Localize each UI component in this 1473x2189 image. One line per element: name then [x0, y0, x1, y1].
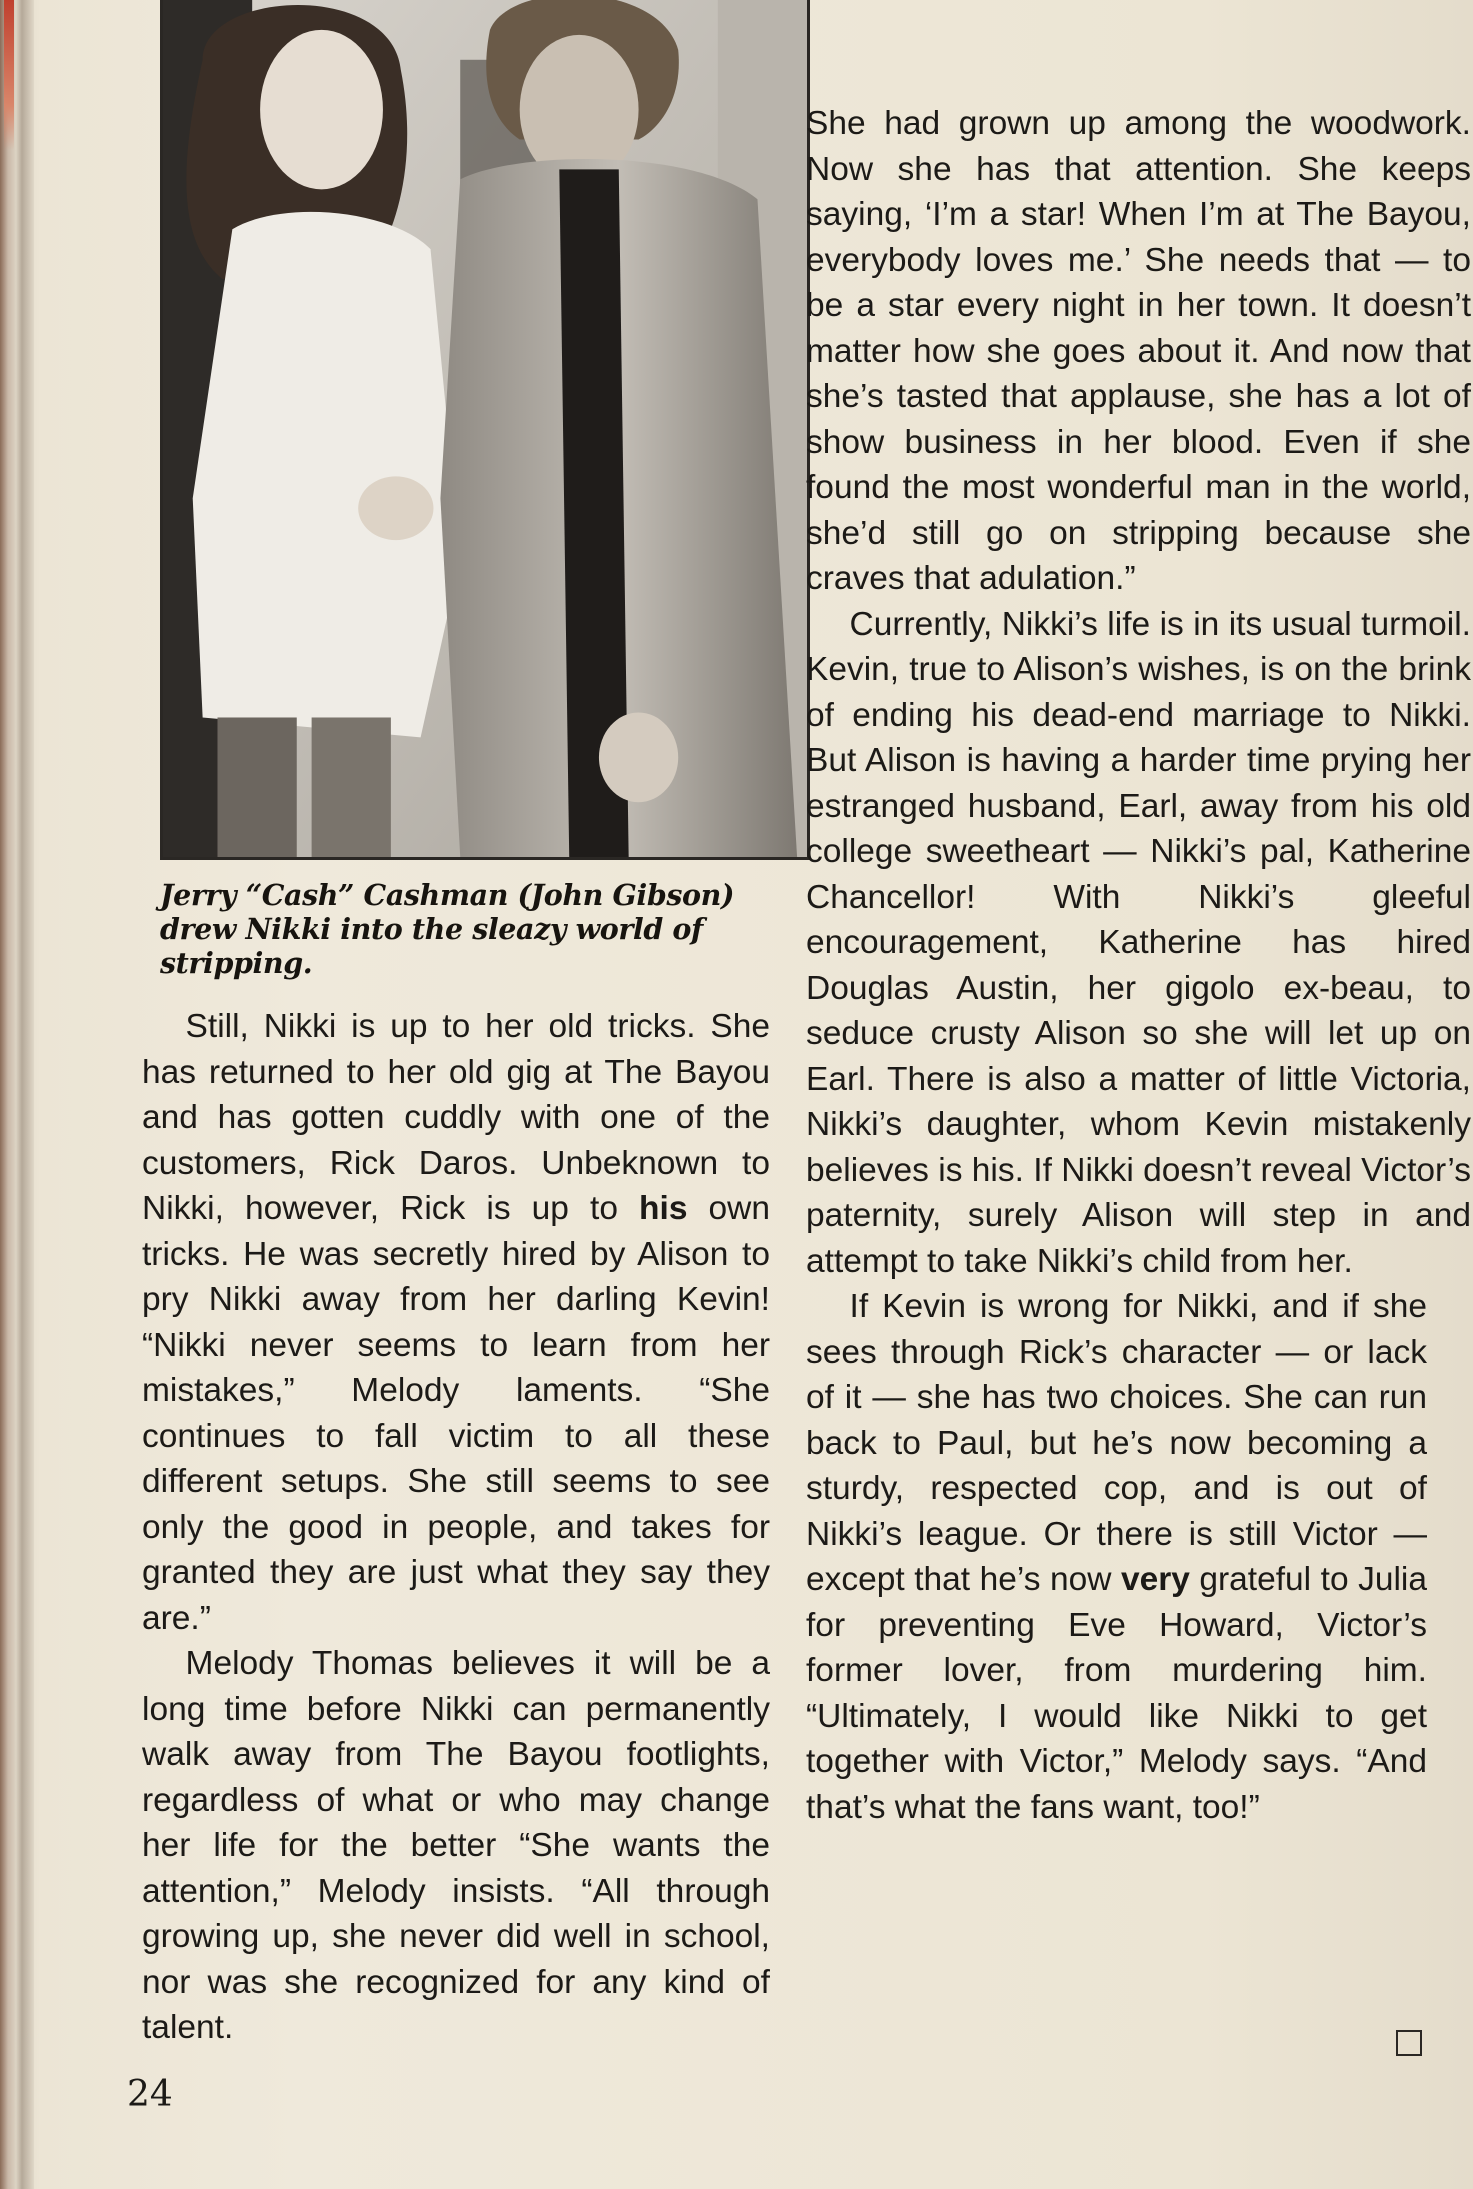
cover-edge: [4, 0, 14, 150]
photo-caption: Jerry “Cash” Cashman (John Gibson) drew Nikki into the sleazy world of stripping.: [160, 878, 735, 980]
paragraph: Currently, Nikki’s life is in its usual turmoil. Kevin, true to Alison’s wishes, is on the brink of ending his dead-end marriage to Nikki. But Alison is having a harder time prying her estranged husband, Earl, away from his old college sweetheart — Nikki’s pal, Katherine Chancellor! With Nikki’s gleeful encouragement, Katherine has hired Douglas Austin, her gigolo ex-beau, to seduce crusty Alison so she will let up on Earl. There is also a matter of little Victoria, Nikki’s daughter, whom Kevin mistakenly believes is his. If Nikki doesn’t reveal Victor’s paternity, surely Alison will step in and attempt to take Nikki’s child from her.: [806, 605, 1471, 1280]
photograph-icon: [163, 0, 807, 857]
binding-edge: [0, 0, 34, 2189]
article-photo: [160, 0, 810, 860]
emphasis: his: [639, 1190, 688, 1227]
emphasis: very: [1120, 1561, 1190, 1598]
end-of-article-icon: [1396, 2030, 1422, 2056]
paragraph: She had grown up among the woodwork. Now she has that attention. She keeps saying, ‘I’m a star! When I’m at The Bayou, everybody loves me.’ She needs that — to be a star every night in her town. It doesn’t matter how she goes about it. And now that she’s tasted that applause, she has a lot of show business in her blood. Even if she found the most wonderful man in the world, she’d still go on stripping because she craves that adulation.”: [806, 105, 1471, 597]
paragraph-text: own tricks. He was secretly hired by Alison to pry Nikki away from her darling Kevin! “Nikki never seems to learn from her mistakes,” Melody laments. “She continues to fall victim to all these different setups. She still seems to see only the good in people, and takes for granted they are just what they say they are.”: [142, 1190, 770, 1637]
paragraph: [806, 1284, 1471, 1830]
paragraph-text: grateful to Julia for preventing Eve Howard, Victor’s former lover, from murdering him. “Ultimately, I would like Nikki to get together with Victor,” Melody says. “And that’s what the fans want, too!”: [806, 1561, 1427, 1826]
paragraph-text: Still, Nikki is up to her old tricks. She has returned to her old gig at The Bayou and has gotten cuddly with one of the customers, Rick Daros. Unbeknown to Nikki, however, Rick is up to: [142, 1008, 770, 1227]
page-number: 24: [127, 2074, 173, 2115]
paragraph-text: If Kevin is wrong for Nikki, and if she sees through Rick’s character — or lack of it — she has two choices. She can run back to Paul, but he’s now becoming a sturdy, respected cop, and is out of Nikki’s league. Or there is still Victor — except that he’s now: [806, 1288, 1427, 1598]
paragraph: [142, 1004, 770, 1641]
left-column: [142, 1004, 770, 2051]
right-column: [806, 101, 1471, 1830]
paragraph: Melody Thomas believes it will be a long time before Nikki can permanently walk away from The Bayou footlights, regardless of what or who may change her life for the better “She wants the attention,” Melody insists. “All through growing up, she never did well in school, nor was she recognized for any kind of talent.: [142, 1645, 770, 2046]
